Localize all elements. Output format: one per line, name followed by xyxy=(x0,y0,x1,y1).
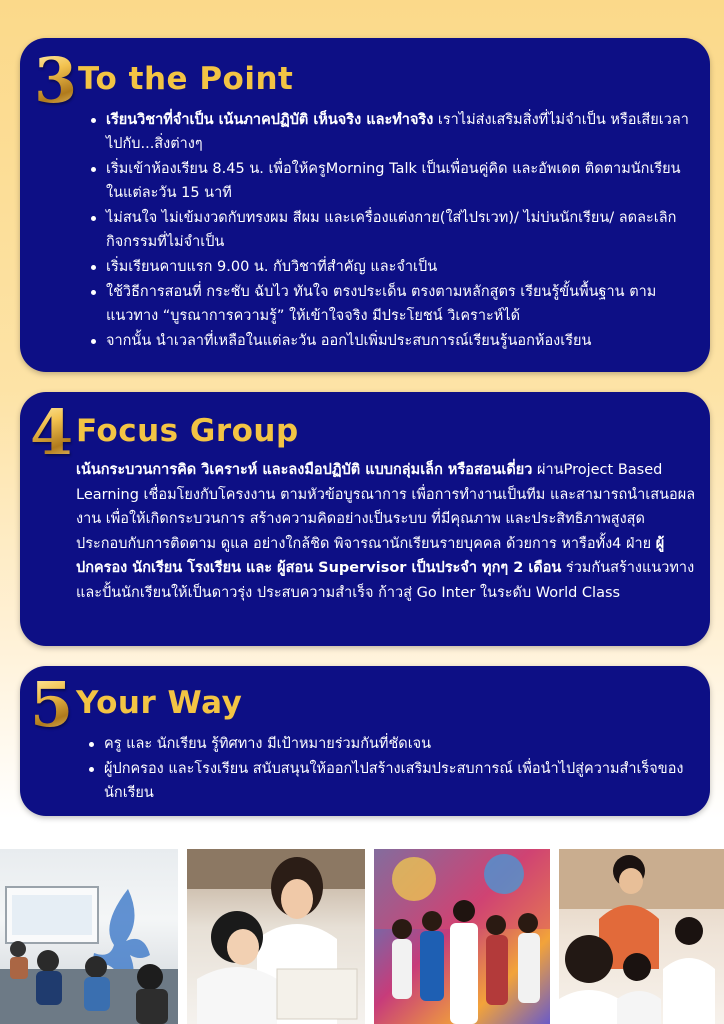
group-illustration xyxy=(374,849,550,1024)
classroom-illustration xyxy=(0,849,178,1024)
students-illustration xyxy=(187,849,365,1024)
section-title-to-the-point: To the Point xyxy=(78,61,294,97)
section-number-4: 4 xyxy=(30,396,74,469)
list-item: เรียนวิชาที่จำเป็น เน้นภาคปฏิบัติ เห็นจริง และทำจริง เราไม่ส่งเสริมสิ่งที่ไม่จำเป็น หรือเสียเวลาไปกับ...สิ่งต่างๆ xyxy=(88,108,692,156)
section-your-way-card xyxy=(20,666,710,816)
classroom-photo xyxy=(0,849,178,1024)
list-item: ครู และ นักเรียน รู้ทิศทาง มีเป้าหมายร่วมกันที่ชัดเจน xyxy=(86,732,690,756)
teacher-illustration xyxy=(559,849,724,1024)
students-study-photo xyxy=(187,849,365,1024)
group-photo xyxy=(374,849,550,1024)
to-the-point-list xyxy=(88,108,692,354)
section-title-your-way: Your Way xyxy=(76,685,243,721)
list-item: เริ่มเข้าห้องเรียน 8.45 น. เพื่อให้ครูMorning Talk เป็นเพื่อนคู่คิด และอัพเดต ติดตามนักเรียนในแต่ละวัน 15 นาที xyxy=(88,157,692,205)
focus-group-paragraph: เน้นกระบวนการคิด วิเคราะห์ และลงมือปฏิบัติ แบบกลุ่มเล็ก หรือสอนเดี่ยว ผ่านProject Based Learning เชื่อมโยงกับโครงงาน ตามหัวข้อบูรณาการ เพื่อการทำงานเป็นทีม และสามารถนำเสนอผลงาน เพื่อให้เกิดกระบวนการ สร้างความคิดอย่างเป็นระบบ ที่มีคุณภาพ และประสิทธิภาพสูงสุด ประกอบกับการติดตาม ดูแล อย่างใกล้ชิด พิจารณานักเรียนรายบุคคล ด้วยการ หารือทั้ง4 ฝ่าย ผู้ปกครอง นักเรียน โรงเรียน และ ผู้สอน Supervisor เป็นประจำ ทุกๆ 2 เดือน ร่วมกันสร้างแนวทาง และปั้นนักเรียนให้เป็นดาวรุ่ง ประสบความสำเร็จ ก้าวสู่ Go Inter ในระดับ World Class xyxy=(76,462,696,601)
list-item: ไม่สนใจ ไม่เข้มงวดกับทรงผม สีผม และเครื่องแต่งกาย(ใส่ไปรเวท)/ ไม่บ่นนักเรียน/ ลดละเลิกกิจกรรมที่ไม่จำเป็น xyxy=(88,206,692,254)
list-item: ใช้วิธีการสอนที่ กระชับ ฉับไว ทันใจ ตรงประเด็น ตรงตามหลักสูตร เรียนรู้ขั้นพื้นฐาน ตามแนวทาง “บูรณาการความรู้” ให้เข้าใจจริง มีประโยชน์ วิเคราะห์ได้ xyxy=(88,280,692,328)
section-title-focus-group: Focus Group xyxy=(76,413,299,449)
list-item: เริ่มเรียนคาบแรก 9.00 น. กับวิชาที่สำคัญ และจำเป็น xyxy=(88,255,692,279)
section-to-the-point-card xyxy=(20,38,710,372)
teacher-student-photo xyxy=(559,849,724,1024)
list-item: ผู้ปกครอง และโรงเรียน สนับสนุนให้ออกไปสร้างเสริมประสบการณ์ เพื่อนำไปสู่ความสำเร็จของนักเรียน xyxy=(86,757,690,805)
section-number-5: 5 xyxy=(30,668,74,741)
your-way-list xyxy=(86,732,690,806)
section-focus-group-card xyxy=(20,392,710,646)
list-item: จากนั้น นำเวลาที่เหลือในแต่ละวัน ออกไปเพิ่มประสบการณ์เรียนรู้นอกห้องเรียน xyxy=(88,329,692,353)
section-number-3: 3 xyxy=(34,44,78,117)
photo-strip xyxy=(0,849,724,1024)
